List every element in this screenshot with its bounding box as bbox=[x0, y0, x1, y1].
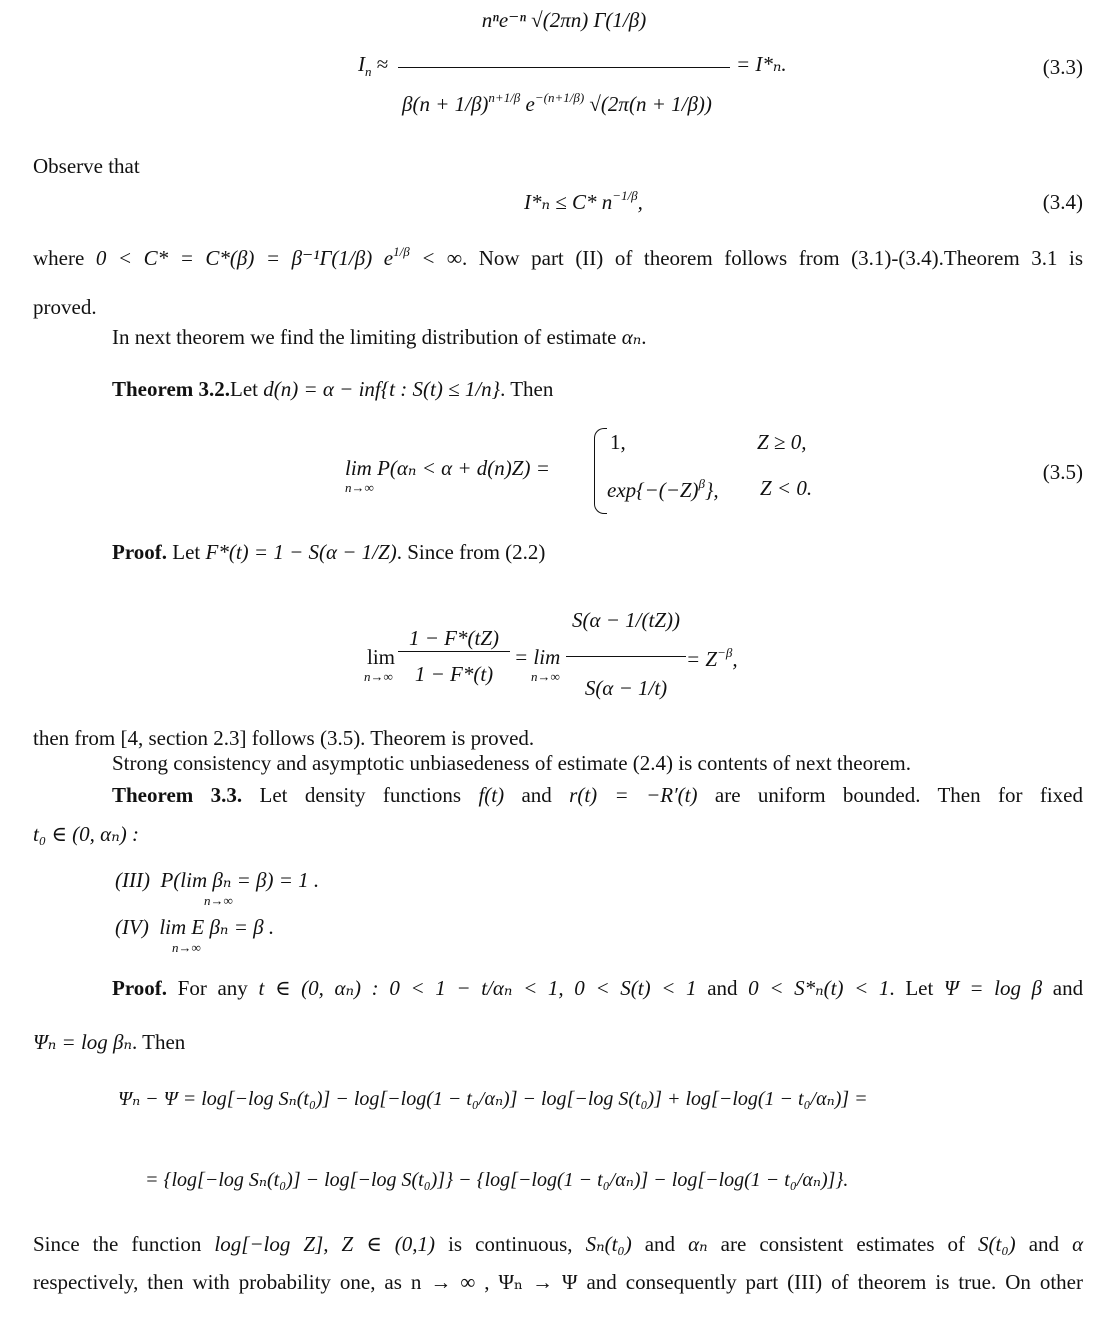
eq-lim-1-sub: n→∞ bbox=[364, 669, 393, 684]
theorem33-statement: Theorem 3.3. Let density functions f(t) and r(t) = −R′(t) are uniform bounded. Then for fixed bbox=[112, 783, 1084, 807]
eq-psi-1: Ψₙ − Ψ = log[−log Sₙ(t₀)] − log[−log(1 − t₀/αₙ)] − log[−log S(t₀)] + log[−log(1 − t₀/αₙ)] = bbox=[118, 1088, 868, 1110]
then-line: then from [4, section 2.3] follows (3.5). Theorem is proved. bbox=[33, 726, 535, 750]
eq33-label: (3.3) bbox=[1042, 55, 1083, 79]
strong-line: Strong consistency and asymptotic unbiasedeness of estimate (2.4) is contents of next theorem. bbox=[112, 751, 911, 775]
part3-lim-sub: n→∞ bbox=[204, 893, 233, 908]
eq33-rhs: = I*ₙ. bbox=[736, 52, 787, 76]
eq35-case2-condition: Z < 0. bbox=[760, 476, 813, 500]
eq35-case1-condition: Z ≥ 0, bbox=[757, 430, 807, 454]
part4-lim-sub: n→∞ bbox=[172, 940, 201, 955]
eq35-case2-value: $\exp\{-(-Z)^\beta\}$, bbox=[607, 476, 719, 502]
eq35-case1-value: 1, bbox=[610, 430, 626, 454]
last-line: respectively, then with probability one, as n → ∞ , Ψₙ → Ψ and consequently part (III) of theorem is true. On other bbox=[33, 1270, 1083, 1294]
eq35-brace bbox=[594, 428, 607, 514]
part3: (III) P(lim βₙ = β) = 1 . bbox=[115, 868, 320, 892]
proved-text: proved. bbox=[33, 295, 97, 319]
eq33-fraction-bar bbox=[398, 67, 730, 68]
eq-lim-1: lim bbox=[367, 645, 396, 669]
eq33-lhs: $I_n$ ≈ bbox=[358, 52, 389, 79]
eq-lim-frac2-bar bbox=[566, 656, 686, 657]
eq33-denominator: $\beta(n + 1/\beta)^{n+1/\beta}$ $e^{-(n+1/\beta)}$ √(2π(n + 1/β)) bbox=[402, 90, 712, 116]
eq34-body: I*ₙ ≤ C* $n^{-1/\beta}$, bbox=[524, 188, 643, 214]
psi-line: Ψₙ = log βₙ. Then bbox=[33, 1030, 186, 1054]
eq-lim-frac1-num: 1 − F*(tZ) bbox=[398, 626, 510, 652]
eq-lim-2: = lim bbox=[514, 645, 561, 669]
theorem32-statement: Theorem 3.2.Let d(n) = α − inf{t : S(t) ≤ 1/n}. Then bbox=[112, 377, 554, 401]
eq35-label: (3.5) bbox=[1042, 460, 1083, 484]
where-line: where 0 < C* = C*(β) = β⁻¹Γ(1/β) $e^{1/\beta}$ < ∞. Now part (II) of theorem follows from (3.1)-(3.4).Theorem 3.1 is bbox=[33, 244, 1084, 270]
eq34-label: (3.4) bbox=[1042, 190, 1083, 214]
eq33-numerator: nⁿe⁻ⁿ √(2πn) Γ(1/β) bbox=[481, 8, 647, 32]
since-line: Since the function log[−log Z], Z ∈ (0,1) is continuous, Sₙ(t₀) and αₙ are consistent estimates of S(t₀) and α bbox=[33, 1232, 1084, 1256]
eq35-lhs: lim P(αₙ < α + d(n)Z) = bbox=[345, 456, 550, 480]
proof33-statement: Proof. For any t ∈ (0, αₙ) : 0 < 1 − t/αₙ < 1, 0 < S(t) < 1 and 0 < S*ₙ(t) < 1. Let Ψ = log β and bbox=[112, 976, 1084, 1000]
next-theorem-text: In next theorem we find the limiting distribution of estimate αₙ. bbox=[112, 325, 647, 349]
eq-lim-frac1-den: 1 − F*(t) bbox=[414, 662, 494, 686]
eq-psi-2: = {log[−log Sₙ(t₀)] − log[−log S(t₀)]} − {log[−log(1 − t₀/αₙ)] − log[−log(1 − t₀/αₙ)]}. bbox=[145, 1169, 849, 1191]
eq-lim-frac2-den: S(α − 1/t) bbox=[584, 676, 668, 700]
proof32-statement: Proof. Let F*(t) = 1 − S(α − 1/Z). Since from (2.2) bbox=[112, 540, 546, 564]
eq-lim-frac2-num: S(α − 1/(tZ)) bbox=[571, 608, 680, 632]
eq-lim-2-sub: n→∞ bbox=[531, 669, 560, 684]
theorem33-line2: t₀ ∈ (0, αₙ) : bbox=[33, 822, 139, 846]
observe-text: Observe that bbox=[33, 154, 140, 178]
eq35-lim-sub: n→∞ bbox=[345, 480, 374, 495]
eq-lim-rhs: = $Z^{-\beta}$, bbox=[686, 645, 738, 671]
part4: (IV) lim E βₙ = β . bbox=[115, 915, 275, 939]
